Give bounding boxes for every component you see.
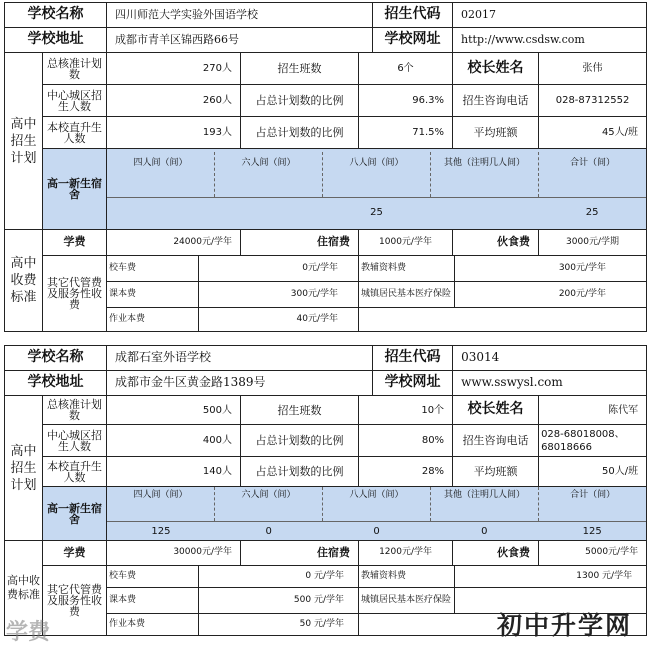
dorm-block: [107, 487, 647, 541]
quota-value: 270人: [107, 53, 241, 85]
school-code: 02017: [453, 3, 647, 28]
dorm-header-other: 其他（注明几人间）: [431, 152, 539, 197]
internal-ratio-value: 71.5%: [359, 117, 453, 149]
internal-ratio-label: 占总计划数的比例: [241, 117, 359, 149]
material-label: 教辅资料费: [359, 256, 455, 282]
dorm-header-6: 六人间（间）: [215, 487, 323, 521]
dorm-header-total: 合计（间）: [569, 158, 615, 168]
internal-label: 本校直升生人数: [43, 117, 107, 149]
book-value: 300元/学年: [199, 282, 359, 308]
school-table-2: [4, 345, 647, 636]
dorm-value-total: 125: [582, 525, 602, 537]
uniform-value: 0 元/学年: [199, 566, 359, 588]
empty-cell: [359, 308, 647, 332]
dorm-value-other: 0: [481, 525, 488, 537]
school-address: 成都市青羊区锦西路66号: [107, 28, 373, 53]
dorm-value-total: 25: [585, 206, 599, 218]
quota-label: 总核准计划数: [43, 53, 107, 85]
meal-label: 伙食费: [453, 541, 539, 566]
tuition-value: 24000元/学年: [107, 230, 241, 256]
classes-label: 招生班数: [241, 396, 359, 425]
meal-value: 3000元/学期: [539, 230, 647, 256]
principal-value: 张伟: [539, 53, 647, 85]
avg-label: 平均班额: [453, 457, 539, 487]
dorm-header-6: 六人间（间）: [215, 152, 323, 197]
tuition-label: 学费: [43, 541, 107, 566]
school-website: http://www.csdsw.com: [453, 28, 647, 53]
internal-ratio-label: 占总计划数的比例: [241, 457, 359, 487]
uniform-label: 校车费: [107, 566, 199, 588]
homework-label: 作业本费: [107, 308, 199, 332]
lodging-value: 1200元/学年: [359, 541, 453, 566]
lodging-label: 住宿费: [241, 541, 359, 566]
central-ratio-value: 80%: [359, 425, 453, 457]
tuition-value: 30000元/学年: [107, 541, 241, 566]
avg-value: 50人/班: [539, 457, 647, 487]
meal-value: 5000元/学年: [539, 541, 647, 566]
dorm-value-8: 25: [370, 206, 383, 218]
fee-side-label: 高中收费标准: [5, 541, 43, 636]
address-label: 学校地址: [5, 371, 107, 396]
book-value: 500 元/学年: [199, 588, 359, 614]
dorm-header-8: 八人间（间）: [323, 487, 431, 521]
dorm-header-total: 合计（间）: [570, 490, 616, 500]
school-address: 成都市金牛区黄金路1389号: [107, 371, 373, 396]
dorm-label: 高一新生宿舍: [43, 487, 107, 541]
central-label: 中心城区招生人数: [43, 85, 107, 117]
website-label: 学校网址: [373, 371, 453, 396]
lodging-label: 住宿费: [241, 230, 359, 256]
classes-value: 6个: [359, 53, 453, 85]
website-label: 学校网址: [373, 28, 453, 53]
central-value: 400人: [107, 425, 241, 457]
book-label: 课本费: [107, 282, 199, 308]
quota-label: 总核准计划数: [43, 396, 107, 425]
school-name: 四川师范大学实验外国语学校: [107, 3, 373, 28]
dorm-header-4: 四人间（间）: [107, 487, 215, 521]
internal-value: 193人: [107, 117, 241, 149]
plan-side-label: 高中招生计划: [5, 396, 43, 541]
insurance-label: 城镇居民基本医疗保险: [359, 588, 455, 614]
homework-value: 50 元/学年: [199, 614, 359, 636]
dorm-value-4: 125: [151, 525, 171, 537]
dorm-value-6: 0: [265, 525, 272, 537]
uniform-label: 校车费: [107, 256, 199, 282]
phone-value: 028-68018008、68018666: [539, 425, 647, 457]
internal-value: 140人: [107, 457, 241, 487]
code-label: 招生代码: [373, 346, 453, 371]
school-name: 成都石室外语学校: [107, 346, 373, 371]
code-label: 招生代码: [373, 3, 453, 28]
school-website: www.sswysl.com: [453, 371, 647, 396]
quota-value: 500人: [107, 396, 241, 425]
phone-value: 028-87312552: [539, 85, 647, 117]
central-ratio-label: 占总计划数的比例: [241, 425, 359, 457]
classes-value: 10个: [359, 396, 453, 425]
homework-label: 作业本费: [107, 614, 199, 636]
dorm-header-8: 八人间（间）: [323, 152, 431, 197]
lodging-value: 1000元/学年: [359, 230, 453, 256]
central-label: 中心城区招生人数: [43, 425, 107, 457]
central-ratio-value: 96.3%: [359, 85, 453, 117]
dorm-header-4: 四人间（间）: [107, 152, 215, 197]
insurance-value: 200元/学年: [455, 282, 647, 308]
principal-value: 陈代军: [539, 396, 647, 425]
principal-label: 校长姓名: [453, 396, 539, 425]
avg-label: 平均班额: [453, 117, 539, 149]
book-label: 课本费: [107, 588, 199, 614]
plan-side-label: 高中招生计划: [5, 53, 43, 230]
dorm-label: 高一新生宿舍: [43, 149, 107, 230]
school-table-1: [4, 2, 647, 332]
other-fee-label: 其它代管费及服务性收费: [43, 566, 107, 636]
dorm-value-8: 0: [373, 525, 380, 537]
classes-label: 招生班数: [241, 53, 359, 85]
avg-value: 45人/班: [539, 117, 647, 149]
other-fee-label: 其它代管费及服务性收费: [43, 256, 107, 332]
central-value: 260人: [107, 85, 241, 117]
phone-label: 招生咨询电话: [453, 425, 539, 457]
material-label: 教辅资料费: [359, 566, 455, 588]
address-label: 学校地址: [5, 28, 107, 53]
homework-value: 40元/学年: [199, 308, 359, 332]
insurance-label: 城镇居民基本医疗保险: [359, 282, 455, 308]
name-label: 学校名称: [5, 346, 107, 371]
name-label: 学校名称: [5, 3, 107, 28]
phone-label: 招生咨询电话: [453, 85, 539, 117]
material-value: 1300 元/学年: [455, 566, 647, 588]
school-code: 03014: [453, 346, 647, 371]
watermark-left: 学费: [6, 620, 51, 645]
watermark-logo: 初中升学网: [497, 611, 633, 640]
uniform-value: 0元/学年: [199, 256, 359, 282]
central-ratio-label: 占总计划数的比例: [241, 85, 359, 117]
material-value: 300元/学年: [455, 256, 647, 282]
tuition-label: 学费: [43, 230, 107, 256]
internal-label: 本校直升生人数: [43, 457, 107, 487]
dorm-header-other: 其他（注明几人间）: [431, 487, 539, 521]
fee-side-label: 高中收费标准: [5, 230, 43, 332]
meal-label: 伙食费: [453, 230, 539, 256]
principal-label: 校长姓名: [453, 53, 539, 85]
dorm-block: [107, 149, 647, 230]
internal-ratio-value: 28%: [359, 457, 453, 487]
